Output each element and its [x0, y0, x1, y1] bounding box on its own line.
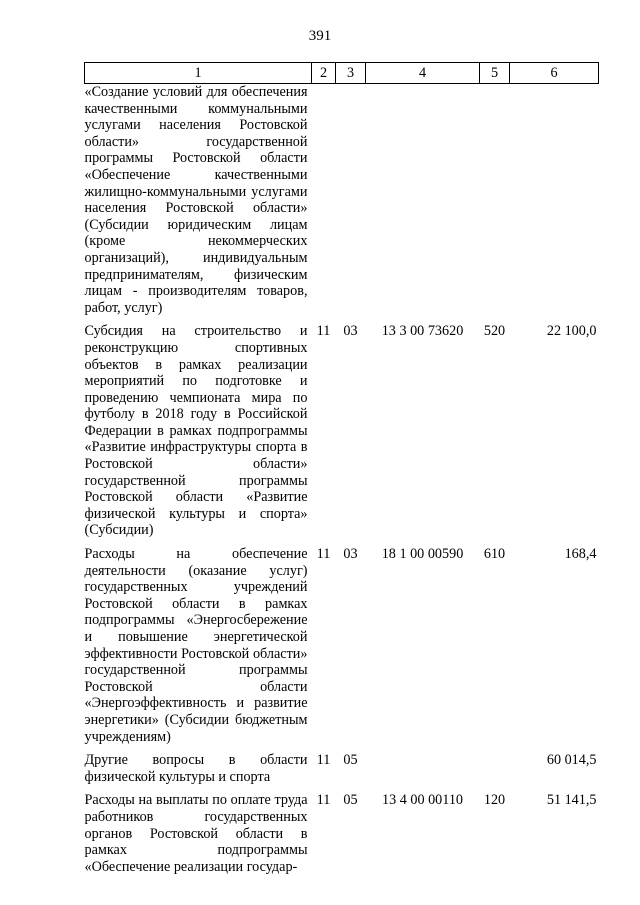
row-description: Субсидия на строительство и реконструкцию спортивных объектов в рамках реализации мероприятий по подготовке и проведению чемпионата мира по футболу в 2018 году в Российской Федерации в рамках подпрограммы «Развитие инфраструктуры спорта в Ростовской области» государственной программы Ростовской области «Развитие физической культуры и спорта» (Субсидии) [84, 323, 308, 539]
header-row [85, 63, 599, 84]
row-subsection: 05 [343, 792, 358, 809]
header-cell: 5 [480, 63, 510, 84]
row-target-article: 13 3 00 73620 [381, 323, 464, 340]
row-expense-type: 520 [483, 323, 506, 340]
row-target-article [366, 84, 480, 317]
row-subsection: 03 [343, 546, 358, 563]
table-row [85, 539, 599, 745]
row-subsection [336, 84, 366, 317]
row-amount: 22 100,0 [546, 323, 597, 340]
row-section: 11 [316, 792, 331, 809]
row-section: 11 [316, 546, 331, 563]
row-expense-type [480, 745, 510, 785]
table-row [85, 84, 599, 317]
row-description: Другие вопросы в области физической культуры и спорта [84, 752, 308, 785]
row-target-article [366, 745, 480, 785]
page-number: 391 [308, 28, 332, 44]
row-amount [510, 84, 599, 317]
budget-table [84, 62, 599, 875]
header-cell: 3 [336, 63, 366, 84]
row-expense-type: 120 [483, 792, 506, 809]
row-target-article: 18 1 00 00590 [381, 546, 464, 563]
row-expense-type [480, 84, 510, 317]
row-description: Расходы на обеспечение деятельности (оказание услуг) государственных учреждений Ростовской области в рамках подпрограммы «Энергосбережение и повышение энергетической эффективности Ростовской области» государственной программы Ростовской области «Энергоэффективность и развитие энергетики» (Субсидии бюджетным учреждениям) [84, 546, 308, 745]
header-cell: 4 [366, 63, 480, 84]
row-amount: 168,4 [564, 546, 597, 563]
row-amount: 60 014,5 [546, 752, 597, 769]
row-section [312, 84, 336, 317]
header-cell: 6 [510, 63, 599, 84]
row-section: 11 [316, 323, 331, 340]
row-description: Расходы на выплаты по оплате труда работников государственных органов Ростовской области в рамках подпрограммы «Обеспечение реализации государ- [84, 792, 308, 875]
row-section: 11 [316, 752, 331, 769]
header-cell: 2 [312, 63, 336, 84]
row-target-article: 13 4 00 00110 [381, 792, 464, 809]
table-row [85, 745, 599, 785]
row-amount: 51 141,5 [546, 792, 597, 809]
table-row [85, 316, 599, 539]
row-subsection: 03 [343, 323, 358, 340]
table-row [85, 785, 599, 875]
row-subsection: 05 [343, 752, 358, 769]
row-description: «Создание условий для обеспечения качественными коммунальными услугами населения Ростовской области» государственной программы Ростовской области «Обеспечение качественными жилищно-коммунальными услугами населения Ростовской области» (Субсидии юридическим лицам (кроме некоммерческих организаций), индивидуальным предпринимателям, физическим лицам - производителям товаров, работ, услуг) [84, 84, 308, 316]
header-cell: 1 [85, 63, 312, 84]
row-expense-type: 610 [483, 546, 506, 563]
